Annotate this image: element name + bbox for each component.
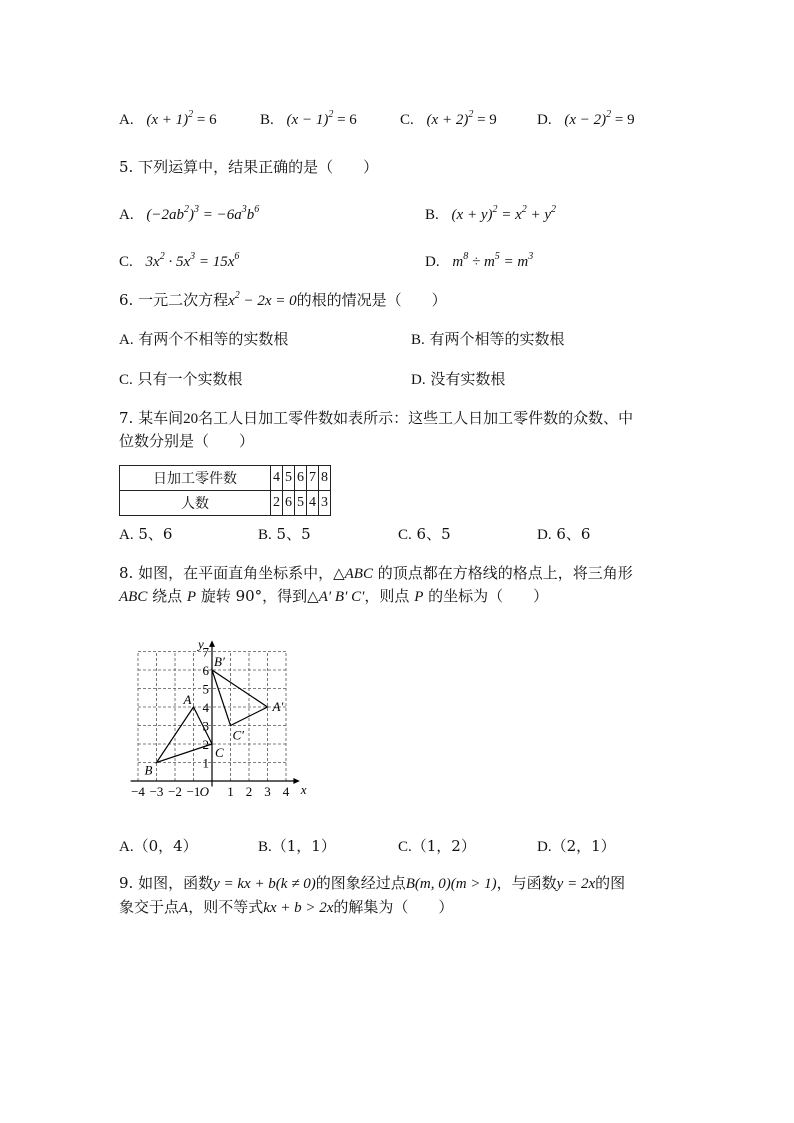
- point-label-c-prime: C′: [232, 727, 245, 743]
- q5-option-c[interactable]: [119, 252, 239, 271]
- y-axis-label: y: [198, 636, 204, 652]
- q7-option-c[interactable]: C. 6、5: [398, 525, 451, 543]
- origin-label: O: [199, 784, 209, 799]
- q8-option-c[interactable]: C.（1，2）: [398, 837, 476, 855]
- y-axis-arrow: [209, 640, 215, 646]
- table-head: 人数: [120, 491, 271, 516]
- q7-option-d[interactable]: D. 6、6: [537, 525, 591, 543]
- q7-stem-line2: 位数分别是（ ）: [119, 432, 255, 450]
- table-cell: 7: [307, 466, 319, 491]
- option-label: B.: [425, 207, 439, 223]
- option-label: D.: [537, 112, 552, 128]
- option-label: A.: [119, 112, 134, 128]
- q9-stem-line1: 9. 如图，函数y = kx + b(k ≠ 0)的图象经过点B(m, 0)(m > 1)，与函数y = 2x的图: [119, 874, 626, 892]
- q7-data-table: [119, 465, 331, 516]
- q6-option-a[interactable]: A. 有两个不相等的实数根: [119, 330, 289, 348]
- q5-stem: 5. 下列运算中，结果正确的是（ ）: [119, 158, 379, 176]
- option-math: $m^8 \div m^5 = m^3$: [452, 251, 534, 270]
- x-tick-label: −3: [149, 784, 164, 799]
- q5-option-a[interactable]: [119, 205, 259, 224]
- point-label-c: C: [215, 745, 224, 760]
- q6-option-b[interactable]: B. 有两个相等的实数根: [411, 330, 565, 348]
- point-label-b-prime: B′: [214, 654, 225, 669]
- q4-option-c[interactable]: [400, 110, 497, 129]
- option-math: $3x^2 \cdot 5x^3 = 15x^6$: [145, 251, 240, 270]
- x-tick-label: −2: [168, 784, 182, 799]
- q5-option-d[interactable]: [425, 252, 533, 271]
- option-math: $(-2ab^2)^3 = -6a^3b^6$: [146, 204, 260, 223]
- table-cell: 4: [307, 491, 319, 516]
- table-cell: 6: [283, 491, 295, 516]
- q8-option-a[interactable]: A.（0，4）: [119, 837, 198, 855]
- table-cell: 5: [283, 466, 295, 491]
- x-axis-arrow: [293, 778, 299, 784]
- x-axis-label: x: [300, 782, 307, 797]
- q6-stem: 6. 一元二次方程$x^2 - 2x = 0$的根的情况是（ ）: [119, 290, 447, 309]
- q4-option-b[interactable]: [260, 110, 357, 129]
- x-tick-label: −4: [131, 784, 145, 799]
- option-math: $(x - 1)^2 = 6$: [286, 109, 357, 128]
- point-label-a-prime: A′: [272, 699, 284, 714]
- y-tick-label: 5: [202, 681, 209, 697]
- q8-stem-line2: ABC 绕点 P 旋转 90°，得到△A′ B′ C′，则点 P 的坐标为（ ）: [119, 587, 549, 605]
- option-label: B.: [260, 112, 274, 128]
- y-tick-label: 7: [202, 644, 209, 660]
- x-tick-label: 1: [227, 784, 234, 799]
- option-label: C.: [400, 112, 414, 128]
- q6-equation: $x^2 - 2x = 0$: [228, 290, 297, 309]
- q5-option-b[interactable]: [425, 205, 556, 224]
- q4-option-a[interactable]: [119, 110, 217, 129]
- triangle-abc: [157, 707, 213, 763]
- point-label-b: B: [144, 762, 153, 778]
- table-cell: 5: [295, 491, 307, 516]
- option-math: $(x - 2)^2 = 9$: [564, 109, 635, 128]
- x-tick-label: 3: [264, 784, 271, 799]
- triangle-abc-prime: [212, 670, 268, 726]
- option-math: $(x + 1)^2 = 6$: [146, 109, 217, 128]
- table-cell: 3: [319, 491, 331, 516]
- y-tick-label: 6: [202, 663, 209, 678]
- q7-option-a[interactable]: A. 5、6: [119, 525, 173, 543]
- q4-option-d[interactable]: [537, 110, 635, 129]
- table-cell: 8: [319, 466, 331, 491]
- q6-option-d[interactable]: D. 没有实数根: [411, 370, 506, 388]
- option-math: $(x + y)^2 = x^2 + y^2$: [451, 204, 557, 223]
- table-head: 日加工零件数: [120, 466, 271, 491]
- y-tick-label: 2: [202, 737, 209, 752]
- q8-option-b[interactable]: B.（1，1）: [258, 837, 336, 855]
- y-tick-label: 4: [202, 700, 209, 715]
- q8-stem-line1: 8. 如图，在平面直角坐标系中，△ABC 的顶点都在方格线的格点上，将三角形: [119, 564, 633, 582]
- table-row: [120, 466, 331, 491]
- table-row: [120, 491, 331, 516]
- q6-option-c[interactable]: C. 只有一个实数根: [119, 370, 243, 388]
- x-tick-label: 4: [282, 784, 290, 799]
- y-tick-label: 3: [202, 718, 209, 734]
- option-label: A.: [119, 207, 134, 223]
- q9-stem-line2: 象交于点A，则不等式kx + b > 2x的解集为（ ）: [119, 898, 454, 916]
- option-label: D.: [425, 254, 440, 270]
- table-cell: 4: [271, 466, 283, 491]
- table-cell: 2: [271, 491, 283, 516]
- q7-option-b[interactable]: B. 5、5: [258, 525, 311, 543]
- table-cell: 6: [295, 466, 307, 491]
- x-tick-label: −1: [186, 784, 201, 799]
- option-math: $(x + 2)^2 = 9$: [426, 109, 497, 128]
- point-label-a: A: [183, 692, 192, 707]
- y-tick-label: 1: [202, 755, 209, 771]
- x-tick-label: 2: [245, 784, 253, 799]
- q8-option-d[interactable]: D.（2，1）: [537, 837, 616, 855]
- option-label: C.: [119, 254, 133, 270]
- q8-coordinate-figure: [115, 620, 315, 805]
- q7-stem-line1: 7. 某车间20名工人日加工零件数如表所示：这些工人日加工零件数的众数、中: [119, 409, 634, 427]
